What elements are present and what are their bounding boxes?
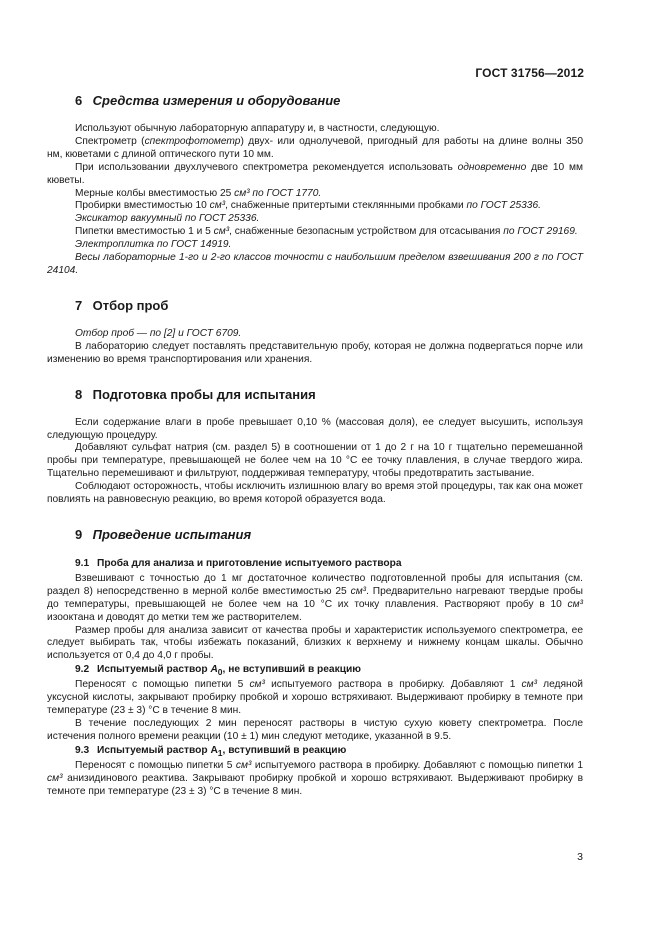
paragraph: Эксикатор вакуумный по ГОСТ 25336. (75, 213, 260, 225)
subsection-number: 9.3 (75, 744, 90, 756)
subsection-title: Проба для анализа и приготовление испытуемого раствора (97, 557, 402, 569)
section-number: 9 (75, 526, 83, 542)
paragraph: Отбор проб — по [2] и ГОСТ 6709. (75, 327, 242, 339)
paragraph: Используют обычную лабораторную аппаратуру и, в частности, следующую. (75, 123, 440, 134)
subsection-number: 9.2 (75, 664, 90, 676)
section-7-heading (47, 298, 583, 314)
section-9-heading (47, 527, 583, 543)
paragraph: Электроплитка по ГОСТ 14919. (75, 239, 232, 251)
section-number: 8 (75, 386, 83, 402)
paragraph: Добавляют сульфат натрия (см. раздел 5) в соотношении от 1 до 2 г на 10 г тщательно перемешанной пробы при температуре, превышающей не более чем на 10 °С ее точку плавления, в случае твердого жира. Тщательно перемешивают и фильтруют, поддерживая температуру, чтобы предотвратить застывание. (47, 442, 583, 480)
paragraph: Размер пробы для анализа зависит от качества пробы и характеристик используемого спектрометра, ее следует выбирать так, чтобы избежать показаний, близких к верхнему и нижнему концам шкалы. Обычно используется от 0,4 до 4,0 г пробы. (47, 624, 583, 662)
subsection-9-2-heading: 9.2 Испытуемый раствор $A_0$, не вступивший в реакцию (75, 664, 361, 678)
section-8-heading (47, 387, 583, 403)
paragraph: При использовании двухлучевого спектрометра рекомендуется использовать одновременно две 10 мм кюветы. (47, 161, 583, 186)
paragraph: Мерные колбы вместимостью 25 см³ по ГОСТ 1770. (75, 187, 322, 199)
section-title: Подготовка пробы для испытания (92, 386, 316, 402)
section-title: Отбор проб (92, 297, 169, 313)
paragraph: Пробирки вместимостью 10 см³, снабженные притертыми стеклянными пробками по ГОСТ 25336. (75, 200, 541, 212)
paragraph: Переносят с помощью пипетки 5 см³ испытуемого раствора в пробирку. Добавляют 1 см³ ледяной уксусной кислоты, закрывают пробирку пробкой и хорошо встряхивают. Выдерживают пробирку в темноте при температуре (23 ± 3) °С в течение 8 мин. (47, 679, 583, 717)
paragraph: Взвешивают с точностью до 1 мг достаточное количество подготовленной пробы для испытания (см. раздел 8) непосредственно в мерной колбе вместимостью 25 см³. Предварительно нагревают твердые пробы до температуры, превышающей не более чем на 10 °С их точку плавления. Растворяют пробу в 10 см³ изооктана и доводят до метки тем же растворителем. (47, 572, 584, 623)
paragraph: В течение последующих 2 мин переносят растворы в чистую сухую кювету спектрометра. После истечения полного времени реакции (10 ± 1) мин следуют методике, указанной в 9.5. (47, 718, 583, 742)
section-title: Средства измерения и оборудование (92, 93, 341, 108)
subsection-number: 9.1 (75, 557, 90, 569)
section-number: 6 (75, 93, 83, 108)
paragraph: Переносят с помощью пипетки 5 см³ испытуемого раствора в пробирку. Добавляют с помощью пипетки 1 см³ анизидинового реактива. Закрывают пробирку пробкой и хорошо встряхивают. Выдерживают пробирку в темноте при температуре (23 ± 3) °С в течение 8 мин. (47, 759, 583, 797)
section-number: 7 (75, 297, 83, 313)
page-content (47, 93, 583, 799)
paragraph: Пипетки вместимостью 1 и 5 см³, снабженные безопасным устройством для отсасывания по ГОСТ 29169. (75, 226, 578, 238)
page-number: 3 (577, 851, 583, 863)
paragraph: Соблюдают осторожность, чтобы исключить излишнюю влагу во время этой процедуры, так как она может повлиять на равновесную реакцию, во время которой образуется вода. (47, 481, 583, 506)
paragraph: Если содержание влаги в пробе превышает 0,10 % (массовая доля), ее следует высушить, используя следующую процедуру. (47, 416, 583, 441)
paragraph: В лабораторию следует поставлять представительную пробу, которая не должна подвергаться порче или изменению во время транспортирования или хранения. (47, 340, 583, 365)
section-6-heading (47, 93, 583, 109)
subsection-9-3-heading: 9.3 Испытуемый раствор $A_1$, вступивший в реакцию (75, 744, 347, 758)
subsection-9-1-heading (47, 557, 583, 570)
paragraph: Спектрометр (спектрофотометр) двух- или однолучевой, пригодный для работы на длине волны 350 нм, кюветами с длиной оптического пути 10 мм. (47, 135, 583, 160)
paragraph: Весы лабораторные 1-го и 2-го классов точности с наибольшим пределом взвешивания 200 г по ГОСТ 24104. (47, 252, 583, 276)
section-title: Проведение испытания (92, 526, 252, 542)
document-code: ГОСТ 31756—2012 (475, 66, 584, 80)
